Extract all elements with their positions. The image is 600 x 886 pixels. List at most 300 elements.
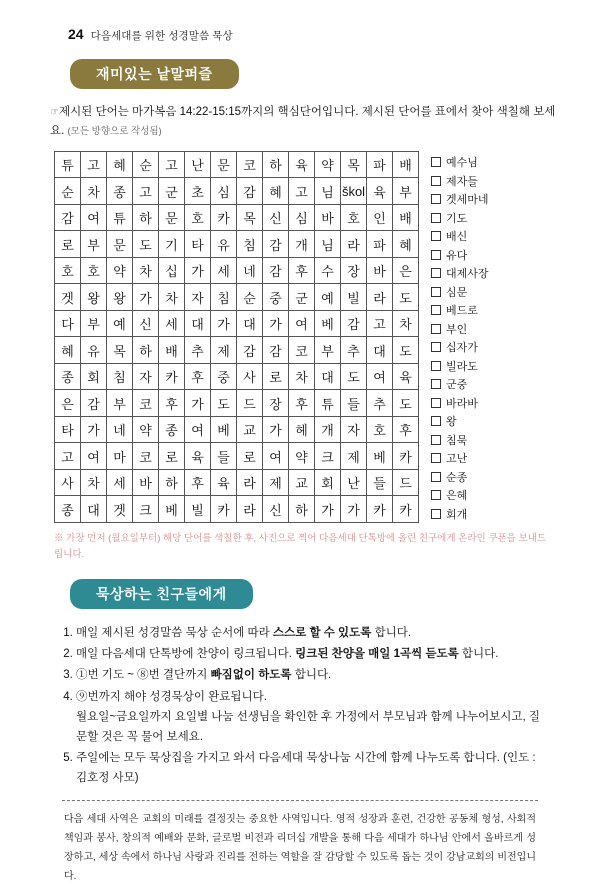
grid-cell[interactable]: 감 (55, 204, 81, 231)
grid-cell[interactable]: 중 (263, 284, 289, 311)
grid-cell[interactable]: 교 (237, 416, 263, 443)
instruction-text: 도록 (436, 648, 459, 661)
grid-cell[interactable]: 도 (393, 337, 419, 364)
word-label: 군중 (446, 379, 468, 392)
instruction-text: ⑨번까지 해야 성경묵상이 완료됩니다. (76, 690, 267, 703)
grid-cell[interactable]: 호 (55, 257, 81, 284)
grid-cell[interactable]: 차 (133, 257, 159, 284)
grid-cell[interactable]: 장 (341, 257, 367, 284)
grid-cell[interactable]: 후 (289, 257, 315, 284)
grid-cell[interactable]: 유 (81, 337, 107, 364)
grid-cell[interactable]: 코 (133, 443, 159, 470)
instruction-text: 주일에는 모두 묵상집을 가지고 와서 다음세대 묵상나눔 시간에 함께 나누도록 합니다. (인도 : 김호정 사모) (76, 751, 536, 785)
grid-cell[interactable]: 가 (341, 496, 367, 523)
grid-cell[interactable]: 배 (393, 204, 419, 231)
grid-cell[interactable]: 사 (55, 469, 81, 496)
grid-cell[interactable]: 도 (133, 231, 159, 258)
grid-cell[interactable]: 자 (185, 284, 211, 311)
grid-row (55, 310, 419, 337)
instruction-text: 스스로 할 수 있도록 (272, 627, 372, 640)
instruction-item (76, 748, 544, 788)
grid-cell[interactable]: 라 (341, 231, 367, 258)
grid-cell[interactable]: 문 (159, 204, 185, 231)
grid-cell[interactable]: 중 (211, 363, 237, 390)
grid-cell[interactable]: 사 (237, 363, 263, 390)
grid-cell[interactable]: 혜 (107, 151, 133, 178)
grid-cell[interactable]: 헤 (289, 416, 315, 443)
grid-cell[interactable]: 신 (133, 310, 159, 337)
grid-cell[interactable]: 추 (341, 337, 367, 364)
checkbox-icon[interactable] (431, 268, 441, 278)
word-label: 왕 (446, 416, 457, 429)
grid-cell[interactable]: 세 (159, 310, 185, 337)
grid-cell[interactable]: 침 (237, 231, 263, 258)
grid-cell[interactable]: 가 (263, 310, 289, 337)
section-divider (62, 800, 538, 801)
word-label: 유다 (446, 249, 468, 262)
word-label: 부인 (446, 323, 468, 336)
grid-cell[interactable]: 육 (367, 178, 393, 205)
grid-cell[interactable]: 크 (315, 443, 341, 470)
grid-cell[interactable]: 후 (393, 416, 419, 443)
puzzle-instructions-note: (모든 방향으로 작성됨) (67, 125, 162, 137)
checkbox-icon[interactable] (431, 361, 441, 371)
grid-cell[interactable]: 로 (159, 443, 185, 470)
grid-cell[interactable]: 들 (211, 443, 237, 470)
word-list-item[interactable] (431, 504, 489, 523)
grid-row (55, 363, 419, 390)
grid-cell[interactable]: 하 (263, 151, 289, 178)
grid-cell[interactable]: 여 (289, 310, 315, 337)
grid-cell[interactable]: 감 (81, 390, 107, 417)
page-header (40, 26, 560, 43)
grid-cell[interactable]: 님 (315, 178, 341, 205)
grid-cell[interactable]: 빌 (185, 496, 211, 523)
grid-cell[interactable]: 감 (237, 337, 263, 364)
word-label: 십자가 (446, 342, 478, 355)
grid-cell[interactable]: 목 (341, 151, 367, 178)
grid-cell[interactable]: 혜 (55, 337, 81, 364)
grid-cell[interactable]: 여 (263, 443, 289, 470)
grid-cell[interactable]: 베 (211, 416, 237, 443)
grid-cell[interactable]: 육 (393, 363, 419, 390)
checkbox-icon[interactable] (431, 250, 441, 260)
instruction-item (76, 687, 544, 747)
grid-cell[interactable]: 도 (393, 390, 419, 417)
grid-cell[interactable]: 여 (81, 443, 107, 470)
checkbox-icon[interactable] (431, 287, 441, 297)
grid-cell[interactable]: 라 (367, 284, 393, 311)
grid-cell[interactable]: 여 (367, 363, 393, 390)
grid-cell[interactable]: 대 (315, 363, 341, 390)
grid-cell[interactable]: 제 (211, 337, 237, 364)
grid-cell[interactable]: 라 (237, 469, 263, 496)
grid-cell[interactable]: 제 (341, 443, 367, 470)
grid-cell[interactable]: 회 (315, 469, 341, 496)
grid-cell[interactable]: 고 (289, 178, 315, 205)
grid-cell[interactable]: 목 (107, 337, 133, 364)
grid-cell[interactable]: 침 (211, 284, 237, 311)
grid-cell[interactable]: 육 (185, 443, 211, 470)
word-list-item[interactable] (431, 449, 489, 468)
grid-cell[interactable]: 세 (107, 469, 133, 496)
grid-cell[interactable]: 드 (237, 390, 263, 417)
word-list-item[interactable] (431, 227, 489, 246)
grid-cell[interactable]: 들 (341, 390, 367, 417)
grid-cell[interactable]: 난 (185, 151, 211, 178)
grid-cell[interactable]: 드 (393, 469, 419, 496)
word-label: 순종 (446, 471, 468, 484)
word-label: 침묵 (446, 434, 468, 447)
word-list-item[interactable] (431, 153, 489, 172)
grid-cell[interactable]: 베 (159, 496, 185, 523)
grid-cell[interactable]: 종 (159, 416, 185, 443)
instruction-item (76, 623, 544, 643)
friends-section-title: 묵상하는 친구들에게 (70, 579, 253, 609)
grid-cell[interactable]: 감 (263, 257, 289, 284)
checkbox-icon[interactable] (431, 453, 441, 463)
grid-cell[interactable]: 로 (55, 231, 81, 258)
grid-cell[interactable]: 하 (133, 204, 159, 231)
grid-cell[interactable]: 차 (289, 363, 315, 390)
grid-cell[interactable]: 바 (133, 469, 159, 496)
instruction-text: 합니다. (291, 669, 332, 682)
word-label: 제자들 (446, 175, 478, 188)
instruction-list (62, 623, 544, 788)
grid-cell[interactable]: 고 (367, 310, 393, 337)
grid-cell[interactable]: 개 (315, 416, 341, 443)
grid-cell[interactable]: 가 (211, 310, 237, 337)
grid-cell[interactable]: 하 (289, 496, 315, 523)
grid-cell[interactable]: 십 (159, 257, 185, 284)
grid-cell[interactable]: 왕 (81, 284, 107, 311)
checkbox-icon[interactable] (431, 157, 441, 167)
grid-cell[interactable]: 후 (185, 469, 211, 496)
grid-cell[interactable]: 도 (341, 363, 367, 390)
grid-cell[interactable]: 고 (81, 151, 107, 178)
grid-cell[interactable]: 약 (315, 151, 341, 178)
word-list-item[interactable] (431, 338, 489, 357)
grid-cell[interactable]: 혜 (263, 178, 289, 205)
grid-cell[interactable]: 대 (185, 310, 211, 337)
word-list-item[interactable] (431, 356, 489, 375)
friends-section-header (40, 579, 560, 609)
grid-cell[interactable]: 도 (393, 284, 419, 311)
grid-cell[interactable]: 순 (133, 151, 159, 178)
grid-cell[interactable]: 혜 (393, 231, 419, 258)
grid-cell[interactable]: 장 (263, 390, 289, 417)
grid-cell[interactable]: 감 (341, 310, 367, 337)
checkbox-icon[interactable] (431, 398, 441, 408)
grid-cell[interactable]: 여 (81, 204, 107, 231)
grid-cell[interactable]: 신 (263, 204, 289, 231)
grid-cell[interactable]: 라 (237, 496, 263, 523)
grid-cell[interactable]: 파 (367, 151, 393, 178)
grid-cell[interactable]: 자 (133, 363, 159, 390)
grid-cell[interactable]: 로 (237, 443, 263, 470)
puzzle-area (54, 151, 560, 523)
word-label: 고난 (446, 453, 468, 466)
grid-cell[interactable]: 코 (289, 337, 315, 364)
grid-cell[interactable]: 제 (263, 469, 289, 496)
grid-cell[interactable]: 기 (159, 231, 185, 258)
word-list-item[interactable] (431, 245, 489, 264)
instruction-item (76, 665, 544, 685)
grid-cell[interactable]: 겟 (107, 496, 133, 523)
grid-cell[interactable]: 카 (367, 496, 393, 523)
grid-row (55, 390, 419, 417)
grid-cell[interactable]: 인 (367, 204, 393, 231)
grid-cell[interactable]: 회 (81, 363, 107, 390)
grid-cell[interactable]: 로 (263, 363, 289, 390)
grid-cell[interactable]: 베 (315, 310, 341, 337)
word-label: 바라바 (446, 397, 478, 410)
grid-cell[interactable]: 타 (55, 416, 81, 443)
grid-cell[interactable]: 유 (211, 231, 237, 258)
word-list-item[interactable] (431, 282, 489, 301)
grid-cell[interactable]: 대 (367, 337, 393, 364)
grid-cell[interactable]: 타 (185, 231, 211, 258)
grid-cell[interactable]: 카 (211, 496, 237, 523)
word-list-item[interactable] (431, 375, 489, 394)
grid-cell[interactable]: 왕 (107, 284, 133, 311)
grid-cell[interactable]: 마 (107, 443, 133, 470)
grid-cell[interactable]: 추 (185, 337, 211, 364)
grid-cell[interactable]: 대 (237, 310, 263, 337)
grid-cell[interactable]: 난 (341, 469, 367, 496)
word-label: 대제사장 (446, 268, 489, 281)
grid-cell[interactable]: 바 (315, 204, 341, 231)
checkbox-icon[interactable] (431, 176, 441, 186)
grid-cell[interactable]: 종 (55, 363, 81, 390)
grid-row (55, 469, 419, 496)
checkbox-icon[interactable] (431, 213, 441, 223)
checkbox-icon[interactable] (431, 416, 441, 426)
grid-cell[interactable]: 튜 (315, 390, 341, 417)
grid-cell[interactable]: 튜 (107, 204, 133, 231)
grid-cell[interactable]: 하 (133, 337, 159, 364)
footer-paragraph: 다음 세대 사역은 교회의 미래를 결정짓는 중요한 사역입니다. 영적 성장과 훈련, 건강한 공동체 형성, 사회적 책임과 봉사, 창의적 예배와 문화, 글로벌 비전과 리더십 개발을 통해 다음 세대가 하나님 안에서 올바르게 성장하고, 세상 속에서 하나님 사랑과 진리를 전하는 역할을 잘 감당할 수 있도록 돕는 것이 강남교회의 비전입니다. (64, 814, 536, 883)
word-list-item[interactable] (431, 171, 489, 190)
grid-cell[interactable]: 감 (237, 178, 263, 205)
grid-cell[interactable]: 부 (315, 337, 341, 364)
grid-cell[interactable]: 호 (367, 416, 393, 443)
grid-row (55, 443, 419, 470)
instruction-text: 매일 제시된 성경말씀 묵상 순서에 따라 (76, 627, 273, 640)
grid-cell[interactable]: 가 (81, 416, 107, 443)
grid-cell[interactable]: 가 (133, 284, 159, 311)
grid-cell[interactable]: 부 (81, 231, 107, 258)
word-label: 회개 (446, 508, 468, 521)
grid-row (55, 284, 419, 311)
grid-cell[interactable]: 심 (211, 178, 237, 205)
checkbox-icon[interactable] (431, 490, 441, 500)
word-label: 겟세마네 (446, 194, 489, 207)
grid-cell[interactable]: 도 (211, 390, 237, 417)
header-title: 다음세대를 위한 성경말씀 묵상 (90, 30, 233, 42)
grid-cell[interactable]: 은 (393, 257, 419, 284)
instruction-text: ①번 기도 ~ ⑧번 결단까지 (76, 669, 211, 682)
puzzle-section-header (40, 59, 560, 89)
grid-cell[interactable]: 예 (315, 284, 341, 311)
grid-cell[interactable]: 튜 (55, 151, 81, 178)
grid-cell[interactable]: 카 (393, 443, 419, 470)
grid-cell[interactable]: 예 (107, 310, 133, 337)
grid-row (55, 178, 419, 205)
grid-cell[interactable]: 종 (55, 496, 81, 523)
word-list-item[interactable] (431, 264, 489, 283)
grid-cell[interactable]: 네 (107, 416, 133, 443)
grid-cell[interactable]: 수 (315, 257, 341, 284)
grid-cell[interactable]: 베 (367, 443, 393, 470)
word-label: 배신 (446, 231, 468, 244)
word-search-grid (54, 151, 419, 523)
grid-cell[interactable]: 님 (315, 231, 341, 258)
instruction-text: 합니다. (458, 648, 499, 661)
grid-cell[interactable]: 목 (237, 204, 263, 231)
checkbox-icon[interactable] (431, 509, 441, 519)
checkbox-icon[interactable] (431, 324, 441, 334)
grid-cell[interactable]: 차 (81, 469, 107, 496)
word-label: 예수님 (446, 157, 478, 170)
grid-cell[interactable]: 고 (159, 151, 185, 178)
grid-cell[interactable]: 호 (185, 204, 211, 231)
grid-cell[interactable]: 순 (55, 178, 81, 205)
grid-cell[interactable]: 들 (367, 469, 393, 496)
grid-cell[interactable]: 차 (81, 178, 107, 205)
grid-row (55, 231, 419, 258)
word-label: 심문 (446, 286, 468, 299)
puzzle-instructions (50, 103, 556, 141)
grid-cell[interactable]: 심 (289, 204, 315, 231)
checkbox-icon[interactable] (431, 231, 441, 241)
checkbox-icon[interactable] (431, 342, 441, 352)
grid-row (55, 416, 419, 443)
grid-cell[interactable]: 군 (289, 284, 315, 311)
word-list-item[interactable] (431, 301, 489, 320)
grid-cell[interactable]: 빌 (341, 284, 367, 311)
word-list-item[interactable] (431, 486, 489, 505)
grid-cell[interactable]: 가 (185, 390, 211, 417)
puzzle-instructions-text: 제시된 단어는 마가복음 14:22-15:15까지의 핵심단어입니다. 제시된 단어를 표에서 찾아 색칠해 보세요. (50, 106, 556, 137)
grid-cell[interactable]: 크 (133, 496, 159, 523)
grid-cell[interactable]: 카 (211, 204, 237, 231)
grid-cell[interactable]: 육 (289, 151, 315, 178)
grid-cell[interactable]: 약 (107, 257, 133, 284)
grid-cell[interactable]: 감 (263, 231, 289, 258)
grid-cell[interactable]: 여 (185, 416, 211, 443)
grid-cell[interactable]: 후 (289, 390, 315, 417)
grid-cell[interactable]: 신 (263, 496, 289, 523)
grid-cell[interactable]: 호 (341, 204, 367, 231)
grid-cell[interactable]: 순 (237, 284, 263, 311)
checkbox-icon[interactable] (431, 194, 441, 204)
grid-cell[interactable]: 추 (367, 390, 393, 417)
grid-cell[interactable]: 바 (367, 257, 393, 284)
grid-cell[interactable]: 가 (185, 257, 211, 284)
note-star: ※ (54, 532, 64, 544)
grid-cell[interactable]: 고 (133, 178, 159, 205)
grid-cell[interactable]: 군 (159, 178, 185, 205)
grid-cell[interactable]: 호 (81, 257, 107, 284)
grid-cell[interactable]: 차 (159, 284, 185, 311)
grid-cell[interactable]: 침 (107, 363, 133, 390)
grid-cell[interactable]: 교 (289, 469, 315, 496)
grid-row (55, 337, 419, 364)
grid-cell[interactable]: 문 (211, 151, 237, 178)
word-list-item[interactable] (431, 190, 489, 209)
puzzle-note (54, 531, 550, 563)
grid-cell[interactable]: 문 (107, 231, 133, 258)
grid-cell[interactable]: 육 (211, 469, 237, 496)
grid-cell[interactable]: 코 (237, 151, 263, 178)
grid-cell[interactable]: 코 (133, 390, 159, 417)
grid-cell[interactable]: 가 (315, 496, 341, 523)
grid-cell[interactable]: 부 (107, 390, 133, 417)
grid-cell[interactable]: 감 (263, 337, 289, 364)
word-label: 베드로 (446, 305, 478, 318)
word-list-item[interactable] (431, 208, 489, 227)
grid-cell[interactable]: 초 (185, 178, 211, 205)
checkbox-icon[interactable] (431, 435, 441, 445)
grid-cell[interactable]: škol (341, 178, 367, 205)
word-list-item[interactable] (431, 467, 489, 486)
grid-cell[interactable]: 후 (185, 363, 211, 390)
grid-cell[interactable]: 약 (133, 416, 159, 443)
grid-cell[interactable]: 은 (55, 390, 81, 417)
grid-row (55, 496, 419, 523)
word-list-item[interactable] (431, 412, 489, 431)
grid-cell[interactable]: 자 (341, 416, 367, 443)
grid-cell[interactable]: 부 (81, 310, 107, 337)
instruction-text: 링크된 찬양을 매일 1곡씩 듣 (295, 648, 437, 661)
grid-cell[interactable]: 다 (55, 310, 81, 337)
checkbox-icon[interactable] (431, 472, 441, 482)
grid-cell[interactable]: 종 (107, 178, 133, 205)
grid-cell[interactable]: 가 (263, 416, 289, 443)
instruction-subtext: 월요일~금요일까지 요일별 나눔 선생님을 확인한 후 가정에서 부모님과 함께 나누어보시고, 질문할 것은 꼭 물어 보세요. (76, 710, 540, 743)
grid-cell[interactable]: 약 (289, 443, 315, 470)
word-list-item[interactable] (431, 430, 489, 449)
grid-cell[interactable]: 세 (211, 257, 237, 284)
grid-cell[interactable]: 부 (393, 178, 419, 205)
instruction-text: 빠짐없이 하도록 (210, 669, 292, 682)
grid-cell[interactable]: 개 (289, 231, 315, 258)
checkbox-icon[interactable] (431, 379, 441, 389)
grid-cell[interactable]: 하 (159, 469, 185, 496)
checkbox-icon[interactable] (431, 305, 441, 315)
puzzle-section-title: 재미있는 낱말퍼즐 (70, 59, 239, 89)
grid-cell[interactable]: 파 (367, 231, 393, 258)
grid-cell[interactable]: 배 (159, 337, 185, 364)
word-list-item[interactable] (431, 393, 489, 412)
grid-row (55, 204, 419, 231)
instruction-item (76, 644, 544, 664)
grid-cell[interactable]: 겟 (55, 284, 81, 311)
grid-cell[interactable]: 배 (393, 151, 419, 178)
grid-cell[interactable]: 카 (393, 496, 419, 523)
grid-cell[interactable]: 카 (159, 363, 185, 390)
grid-cell[interactable]: 고 (55, 443, 81, 470)
page-number: 24 (68, 26, 84, 42)
grid-cell[interactable]: 후 (159, 390, 185, 417)
grid-cell[interactable]: 차 (393, 310, 419, 337)
pointing-hand-icon: ☞ (50, 107, 59, 118)
grid-cell[interactable]: 네 (237, 257, 263, 284)
word-list-item[interactable] (431, 319, 489, 338)
word-label: 빌라도 (446, 360, 478, 373)
grid-cell[interactable]: 대 (81, 496, 107, 523)
